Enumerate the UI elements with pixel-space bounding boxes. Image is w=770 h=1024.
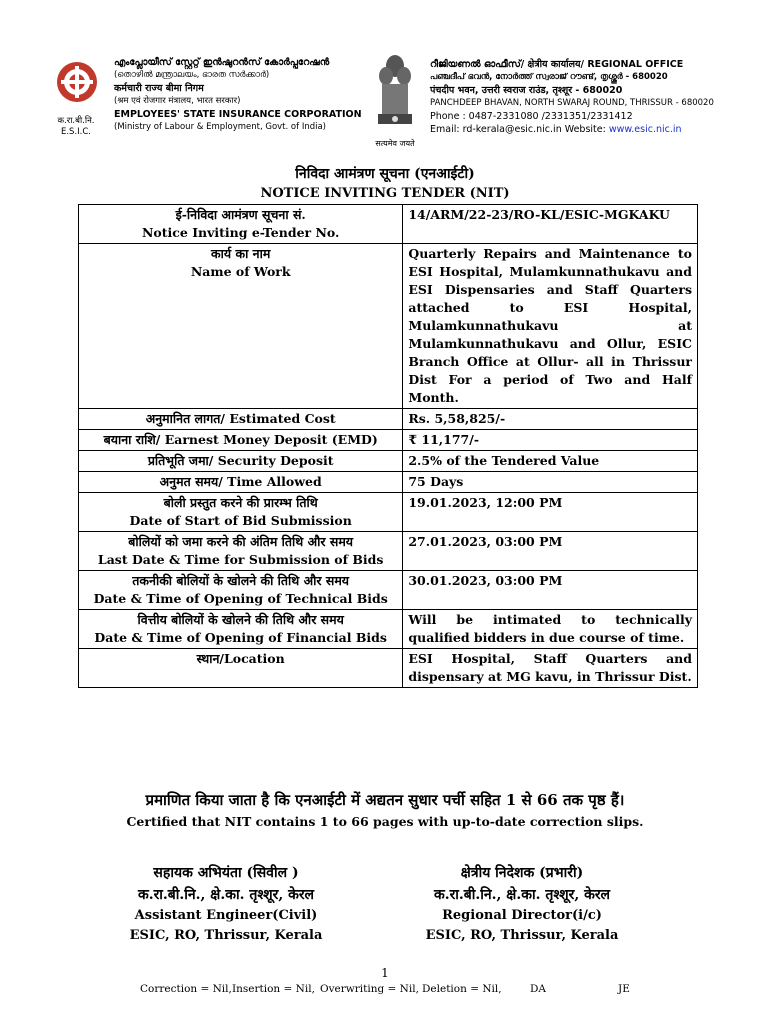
email-text: Email: rd-kerala@esic.nic.in Website: xyxy=(430,124,609,135)
row-value: Quarterly Repairs and Maintenance to ESI Hospital, Mulamkunnathukavu and ESI Dispensaries and Staff Quarters attached to ESI Hospital, Mulamkunnathukavu at Mulamkunnathukavu and Ollur, ESIC Branch Office at Ollur- all in Thrissur Dist For a period of Two and Half Month. xyxy=(403,244,698,409)
row-label xyxy=(79,244,403,409)
office-address xyxy=(430,58,730,136)
signatory-left-english-title: Assistant Engineer(Civil) xyxy=(134,908,318,923)
table-row xyxy=(79,649,698,688)
row-label xyxy=(79,493,403,532)
row-value: Will be intimated to technically qualified bidders in due course of time. xyxy=(403,610,698,649)
certification-hindi: प्रमाणित किया जाता है कि एनआईटी में अद्यतन सुधार पर्ची सहित 1 से 66 तक पृष्ठ हैं। xyxy=(145,791,625,809)
row-label xyxy=(79,610,403,649)
signatory-left-english-office: ESIC, RO, Thrissur, Kerala xyxy=(129,928,323,943)
signatory-left-hindi-office: क.रा.बी.नि., क्षे.का. तृश्शूर, केरल xyxy=(137,887,315,903)
signatory-right-english-office: ESIC, RO, Thrissur, Kerala xyxy=(425,928,619,943)
esic-logo-icon xyxy=(55,60,99,104)
footer-overwriting: Overwriting = Nil, xyxy=(320,983,419,995)
row-value: 27.01.2023, 03:00 PM xyxy=(403,532,698,571)
office-malayalam-address: പഞ്ചദീപ് ഭവൻ, നോർത്ത് സ്വരാജ് റൗണ്ട്, തൃശ്ശൂർ - 680020 xyxy=(430,72,668,82)
table-row xyxy=(79,451,698,472)
title-english: NOTICE INVITING TENDER (NIT) xyxy=(260,186,510,201)
english-ministry: (Ministry of Labour & Employment, Govt. of India) xyxy=(114,122,326,132)
row-label-english: Date of Start of Bid Submission xyxy=(129,513,352,528)
row-value: ₹ 11,177/- xyxy=(403,430,698,451)
row-label xyxy=(79,409,403,430)
table-row xyxy=(79,409,698,430)
malayalam-org-name: എംപ്ലോയീസ് സ്റ്റേറ്റ് ഇൻഷുറൻസ് കോർപ്പറേഷൻ xyxy=(114,57,330,68)
row-label-english: Date & Time of Opening of Technical Bids xyxy=(93,591,388,606)
row-label-hindi: वित्तीय बोलियों के खोलने की तिथि और समय xyxy=(137,612,344,627)
footer-correction: Correction = Nil, xyxy=(140,983,232,995)
row-label xyxy=(79,532,403,571)
row-label-hindi: ई-निविदा आमंत्रण सूचना सं. xyxy=(175,207,306,222)
signatory-regional-director xyxy=(392,862,652,946)
row-label xyxy=(79,571,403,610)
table-row xyxy=(79,430,698,451)
table-row xyxy=(79,244,698,409)
table-row xyxy=(79,472,698,493)
row-label xyxy=(79,205,403,244)
office-hindi-address: पंचदीप भवन, उत्तरी स्वराज राउंड, तृश्शूर - 680020 xyxy=(430,85,623,96)
letterhead xyxy=(0,52,770,162)
certification-english: Certified that NIT contains 1 to 66 pages with up-to-date correction slips. xyxy=(126,814,644,829)
row-value: 19.01.2023, 12:00 PM xyxy=(403,493,698,532)
office-contact xyxy=(430,123,730,136)
row-label-hindi: कार्य का नाम xyxy=(211,246,271,261)
row-label-text: बयाना राशि/ Earnest Money Deposit (EMD) xyxy=(103,432,378,447)
row-label-english: Notice Inviting e-Tender No. xyxy=(142,225,340,240)
signatory-right-hindi-title: क्षेत्रीय निदेशक (प्रभारी) xyxy=(460,865,584,881)
row-value: 30.01.2023, 03:00 PM xyxy=(403,571,698,610)
organisation-name xyxy=(114,56,374,134)
page-title xyxy=(0,165,770,203)
signatory-right-english-title: Regional Director(i/c) xyxy=(442,908,602,923)
row-label-hindi: बोलियों को जमा करने की अंतिम तिथि और समय xyxy=(128,534,354,549)
footer-deletion: Deletion = Nil, xyxy=(422,983,502,995)
hindi-org-name: कर्मचारी राज्य बीमा निगम xyxy=(114,83,204,94)
office-phone: Phone : 0487-2331080 /2331351/2331412 xyxy=(430,111,633,122)
office-english-address: PANCHDEEP BHAVAN, NORTH SWARAJ ROUND, THRISSUR - 680020 xyxy=(430,98,714,108)
row-value: 75 Days xyxy=(403,472,698,493)
table-row xyxy=(79,610,698,649)
row-label-hindi: तकनीकी बोलियों के खोलने की तिथि और समय xyxy=(132,573,350,588)
row-label xyxy=(79,451,403,472)
row-label-english: Name of Work xyxy=(190,264,291,279)
footer-insertion: Insertion = Nil, xyxy=(232,983,315,995)
footer-je: JE xyxy=(618,983,630,995)
row-label-text: अनुमत समय/ Time Allowed xyxy=(159,474,322,489)
table-row xyxy=(79,205,698,244)
national-emblem-icon xyxy=(376,52,414,138)
tender-details-table xyxy=(78,204,698,688)
row-label xyxy=(79,472,403,493)
hindi-ministry: (श्रम एवं रोजगार मंत्रालय, भारत सरकार) xyxy=(114,96,241,106)
esic-abbreviation xyxy=(44,116,108,138)
row-value: 14/ARM/22-23/RO-KL/ESIC-MGKAKU xyxy=(403,205,698,244)
title-hindi: निविदा आमंत्रण सूचना (एनआईटी) xyxy=(295,166,475,182)
malayalam-ministry: (തൊഴിൽ മന്ത്രാലയം, ഭാരത സർക്കാർ) xyxy=(114,70,270,80)
table-row xyxy=(79,532,698,571)
row-label-english: Last Date & Time for Submission of Bids xyxy=(97,552,384,567)
page-number: 1 xyxy=(381,966,389,980)
row-label-text: अनुमानित लागत/ Estimated Cost xyxy=(145,411,336,426)
signatory-right-hindi-office: क.रा.बी.नि., क्षे.का. तृश्शूर, केरल xyxy=(433,887,611,903)
row-label-text: प्रतिभूति जमा/ Security Deposit xyxy=(147,453,334,468)
table-row xyxy=(79,571,698,610)
row-value: ESI Hospital, Staff Quarters and dispensary at MG kavu, in Thrissur Dist. xyxy=(403,649,698,688)
footer-da: DA xyxy=(530,983,547,995)
emblem-caption: सत्यमेव जयते xyxy=(375,139,415,148)
abbr-english: E.S.I.C. xyxy=(60,127,91,137)
row-label xyxy=(79,649,403,688)
office-title: റീജിയണൽ ഓഫീസ്/ क्षेत्रीय कार्यालय/ REGIONAL OFFICE xyxy=(430,59,684,70)
table-row xyxy=(79,493,698,532)
footer-corrections xyxy=(140,983,660,997)
row-label xyxy=(79,430,403,451)
row-label-english: Date & Time of Opening of Financial Bids xyxy=(94,630,387,645)
signatory-assistant-engineer xyxy=(96,862,356,946)
row-value: 2.5% of the Tendered Value xyxy=(403,451,698,472)
row-label-hindi: बोली प्रस्तुत करने की प्रारम्भ तिथि xyxy=(163,495,318,510)
row-value: Rs. 5,58,825/- xyxy=(403,409,698,430)
abbr-hindi: क.रा.बी.नि. xyxy=(57,116,95,126)
website-link[interactable]: www.esic.nic.in xyxy=(608,124,682,135)
signatory-left-hindi-title: सहायक अभियंता (सिवील ) xyxy=(153,865,299,881)
row-label-text: स्थान/Location xyxy=(196,651,285,666)
english-org-name: EMPLOYEES' STATE INSURANCE CORPORATION xyxy=(114,109,362,120)
certification xyxy=(0,788,770,832)
